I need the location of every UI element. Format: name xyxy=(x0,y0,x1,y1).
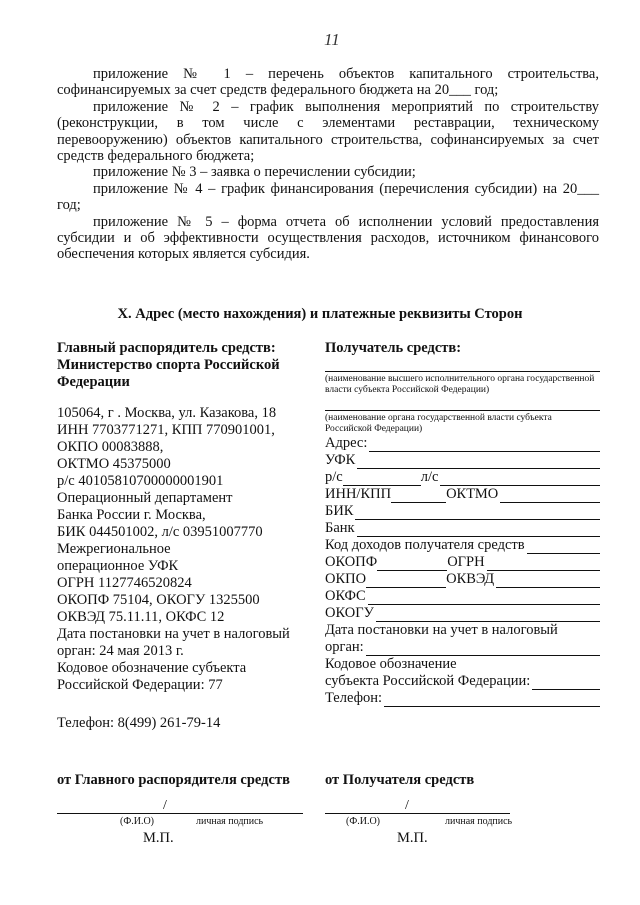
tax-row xyxy=(325,639,600,656)
oktmo-label: ОКТМО xyxy=(446,486,499,502)
left-signature-slash: / xyxy=(163,798,167,813)
appendix-2: приложение № 2 – график выполнения мероприятий по строительству (реконструкции, в том числе с элементами реставрации, техническому перевооружению) объектов капитального строительства, софинансируемых за счет средств федерального бюджета; xyxy=(57,98,599,165)
right-stamp-place: М.П. xyxy=(397,830,428,846)
income-row xyxy=(325,537,600,554)
okopf-line: ОКОПФ 75104, ОКОГУ 1325500 xyxy=(57,592,260,608)
right-signature-slash: / xyxy=(405,798,409,813)
rs-field[interactable] xyxy=(343,471,421,486)
department-line: Операционный департамент xyxy=(57,490,233,506)
okogu-label: ОКОГУ xyxy=(325,605,374,621)
okved-field[interactable] xyxy=(496,573,600,588)
income-code-label: Код доходов получателя средств xyxy=(325,537,525,553)
region-code-row xyxy=(325,673,600,690)
bank-field[interactable] xyxy=(357,522,600,537)
tax-date-label-1: Дата постановки на учет в налоговый xyxy=(325,622,558,638)
okpo-label: ОКПО xyxy=(325,571,367,587)
okved-line: ОКВЭД 75.11.11, ОКФС 12 xyxy=(57,609,225,625)
okopf-label: ОКОПФ xyxy=(325,554,378,570)
okpo-row xyxy=(325,571,600,588)
bik-line: БИК 044501002, л/с 03951007770 xyxy=(57,524,263,540)
left-fio-caption: (Ф.И.О) xyxy=(120,816,155,827)
inn-kpp-label: ИНН/КПП xyxy=(325,486,392,502)
address-label: Адрес: xyxy=(325,435,368,451)
ogrn-field[interactable] xyxy=(487,556,600,571)
phone-line: Телефон: 8(499) 261-79-14 xyxy=(57,715,221,731)
phone-label: Телефон: xyxy=(325,690,383,706)
inn-kpp-field[interactable] xyxy=(391,488,446,503)
page-number: 11 xyxy=(324,30,340,49)
bik-label: БИК xyxy=(325,503,354,519)
tax-date-label-2: орган: xyxy=(325,639,364,655)
bik-row xyxy=(325,503,600,520)
ufk-label: УФК xyxy=(325,452,356,468)
okpo-field[interactable] xyxy=(366,573,446,588)
appendix-1: приложение № 1 – перечень объектов капитального строительства, софинансируемых за счет средств федерального бюджета на 20___ год; xyxy=(57,66,599,99)
tax-date-line-1: Дата постановки на учет в налоговый xyxy=(57,626,290,642)
left-heading-3: Федерации xyxy=(57,374,130,390)
ufk-line-2: операционное УФК xyxy=(57,558,179,574)
account-row xyxy=(325,469,600,486)
tax-date-line-2: орган: 24 мая 2013 г. xyxy=(57,643,184,659)
left-heading-1: Главный распорядитель средств: xyxy=(57,340,276,356)
region-code-line-2: Российской Федерации: 77 xyxy=(57,677,223,693)
ufk-line-1: Межрегиональное xyxy=(57,541,171,557)
region-code-field[interactable] xyxy=(532,675,600,690)
bank-line: Банка России г. Москва, xyxy=(57,507,206,523)
right-signature-caption: личная подпись xyxy=(445,816,513,827)
recipient-details xyxy=(325,340,600,707)
main-distributor-details xyxy=(57,340,307,732)
region-code-line-1: Кодовое обозначение субъекта xyxy=(57,660,247,676)
okfs-label: ОКФС xyxy=(325,588,366,604)
left-signature-line[interactable] xyxy=(57,813,303,814)
okfs-row xyxy=(325,588,600,605)
right-signature-title: от Получателя средств xyxy=(325,772,475,788)
okfs-field[interactable] xyxy=(368,590,600,605)
rs-label: р/с xyxy=(325,469,343,485)
left-stamp-place: М.П. xyxy=(143,830,174,846)
authority-name-field[interactable] xyxy=(325,398,600,411)
appendix-4: приложение № 4 – график финансирования (перечисления субсидии) на 20___ год; xyxy=(57,180,599,214)
note-authority: (наименование органа государственной власти субъекта Российской Федерации) xyxy=(325,413,552,434)
right-fio-caption: (Ф.И.О) xyxy=(346,816,381,827)
okopf-field[interactable] xyxy=(377,556,447,571)
address-row xyxy=(325,435,600,452)
account-line: р/с 40105810700000001901 xyxy=(57,473,224,489)
bik-field[interactable] xyxy=(355,505,600,520)
ls-label: л/с xyxy=(420,469,439,485)
appendix-3: приложение № 3 – заявка о перечислении субсидии; xyxy=(93,164,416,181)
address-field[interactable] xyxy=(369,437,600,452)
okogu-row xyxy=(325,605,600,622)
ogrn-label: ОГРН xyxy=(447,554,485,570)
region-code-label-1: Кодовое обозначение xyxy=(325,656,457,672)
note-executive-body: (наименование высшего исполнительного органа государственной власти субъекта Российской Федерации) xyxy=(325,374,595,395)
appendix-list xyxy=(57,66,599,263)
ls-field[interactable] xyxy=(440,471,600,486)
address-line: 105064, г . Москва, ул. Казакова, 18 xyxy=(57,405,277,421)
phone-row xyxy=(325,690,600,707)
inn-row xyxy=(325,486,600,503)
okved-label: ОКВЭД xyxy=(446,571,495,587)
right-heading: Получатель средств: xyxy=(325,340,462,356)
okopf-row xyxy=(325,554,600,571)
oktmo-field[interactable] xyxy=(500,488,600,503)
okogu-field[interactable] xyxy=(376,607,600,622)
appendix-5: приложение № 5 – форма отчета об исполнении условий предоставления субсидии и об эффективности осуществления расходов, источником финансового обеспечения которых является субсидия. xyxy=(57,213,599,263)
ufk-row xyxy=(325,452,600,469)
bank-row xyxy=(325,520,600,537)
inn-kpp-line: ИНН 7703771271, КПП 770901001, xyxy=(57,422,275,438)
oktmo-line: ОКТМО 45375000 xyxy=(57,456,171,472)
left-signature-title: от Главного распорядителя средств xyxy=(57,772,290,788)
bank-label: Банк xyxy=(325,520,355,536)
right-signature-line[interactable] xyxy=(325,813,510,814)
phone-field[interactable] xyxy=(384,692,600,707)
okpo-line: ОКПО 00083888, xyxy=(57,439,164,455)
left-signature-caption: личная подпись xyxy=(196,816,264,827)
income-code-field[interactable] xyxy=(527,539,600,554)
region-code-label-2: субъекта Российской Федерации: xyxy=(325,673,531,689)
section-title: X. Адрес (место нахождения) и платежные реквизиты Сторон xyxy=(117,306,523,322)
ufk-field[interactable] xyxy=(357,454,600,469)
recipient-name-field[interactable] xyxy=(325,359,600,372)
tax-date-field[interactable] xyxy=(366,641,600,656)
left-heading-2: Министерство спорта Российской xyxy=(57,357,280,373)
ogrn-line: ОГРН 1127746520824 xyxy=(57,575,192,591)
